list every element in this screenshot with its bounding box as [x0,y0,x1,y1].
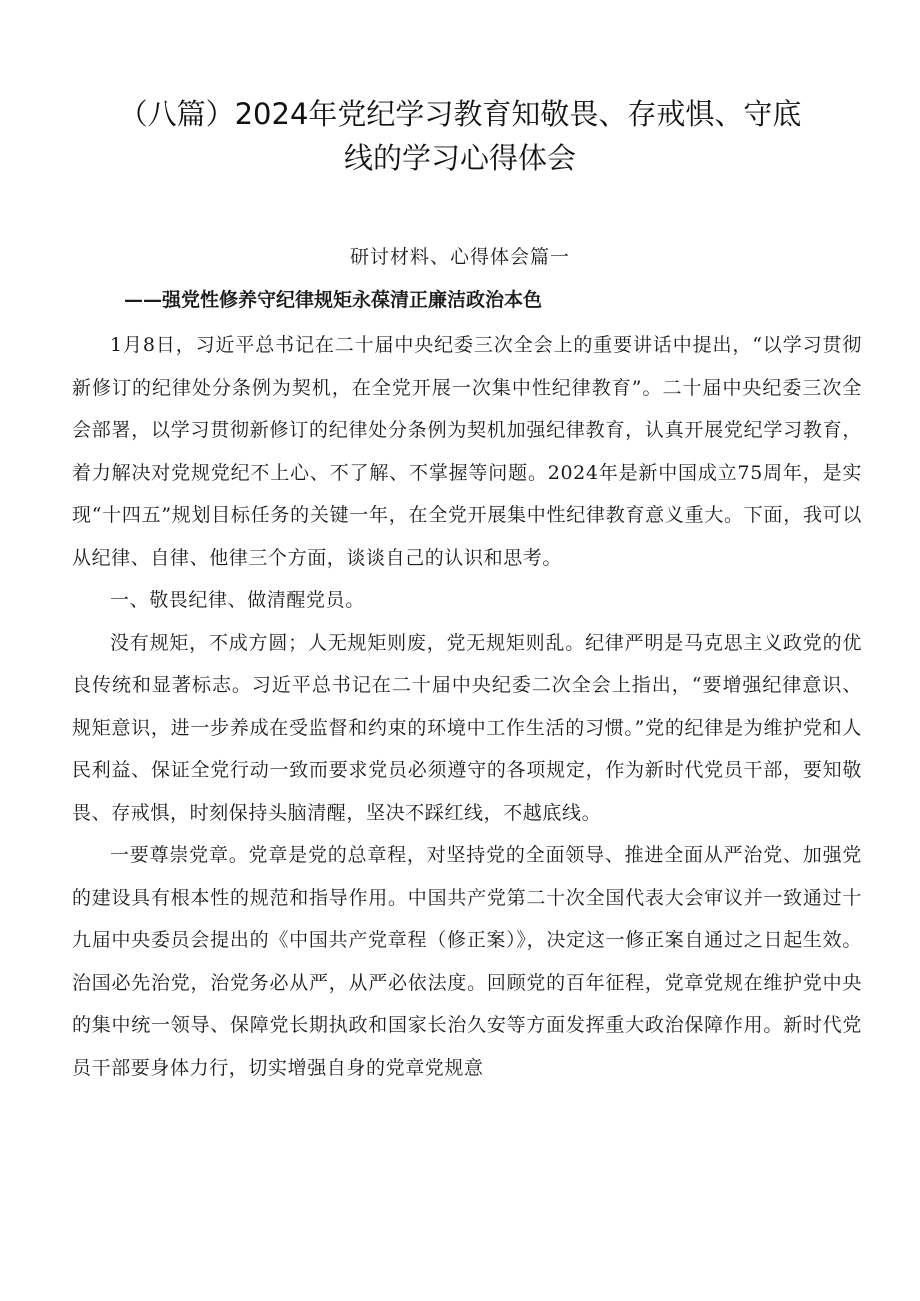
document-title [60,92,860,180]
title-line-2: 线的学习心得体会 [343,141,576,175]
paragraph-party-constitution: 一要尊崇党章。党章是党的总章程，对坚持党的全面领导、推进全面从严治党、加强党的建设具有根本性的规范和指导作用。中国共产党第二十次全国代表大会审议并一致通过十九届中央委员会提出的《中国共产党章程（修正案）》，决定这一修正案自通过之日起生效。治国必先治党，治党务必从严，从严必依法度。回顾党的百年征程，党章党规在维护党中央的集中统一领导、保障党长期执政和国家长治久安等方面发挥重大政治保障作用。新时代党员干部要身体力行，切实增强自身的党章党规意 [72,844,862,1079]
section-subtitle: ——强党性修养守纪律规矩永葆清正廉洁政治本色 [124,289,543,311]
paragraph-discipline: 没有规矩，不成方圆；人无规矩则废，党无规矩则乱。纪律严明是马克思主义政党的优良传统和显著标志。习近平总书记在二十届中央纪委二次全会上指出，“要增强纪律意识、规矩意识，进一步养成在受监督和约束的环境中工作生活的习惯。”党的纪律是为维护党和人民利益、保证全党行动一致而要求党员必须遵守的各项规定，作为新时代党员干部，要知敬畏、存戒惧，时刻保持头脑清醒，坚决不踩红线，不越底线。 [72,631,862,824]
body-text [72,324,862,1089]
section-heading: 研讨材料、心得体会篇一 [349,246,570,268]
title-line-1: （八篇）2024年党纪学习教育知敬畏、存戒惧、守底 [118,97,802,131]
paragraph-heading-1: 一、敬畏纪律、做清醒党员。 [110,589,365,611]
paragraph-intro: 1月8日，习近平总书记在二十届中央纪委三次全会上的重要讲话中提出，“以学习贯彻新修订的纪律处分条例为契机，在全党开展一次集中性纪律教育”。二十届中央纪委三次全会部署，以学习贯彻新修订的纪律处分条例为契机加强纪律教育，认真开展党纪学习教育，着力解决对党规党纪不上心、不了解、不掌握等问题。2024年是新中国成立75周年，是实现“十四五”规划目标任务的关键一年，在全党开展集中性纪律教育意义重大。下面，我可以从纪律、自律、他律三个方面，谈谈自己的认识和思考。 [72,334,862,569]
